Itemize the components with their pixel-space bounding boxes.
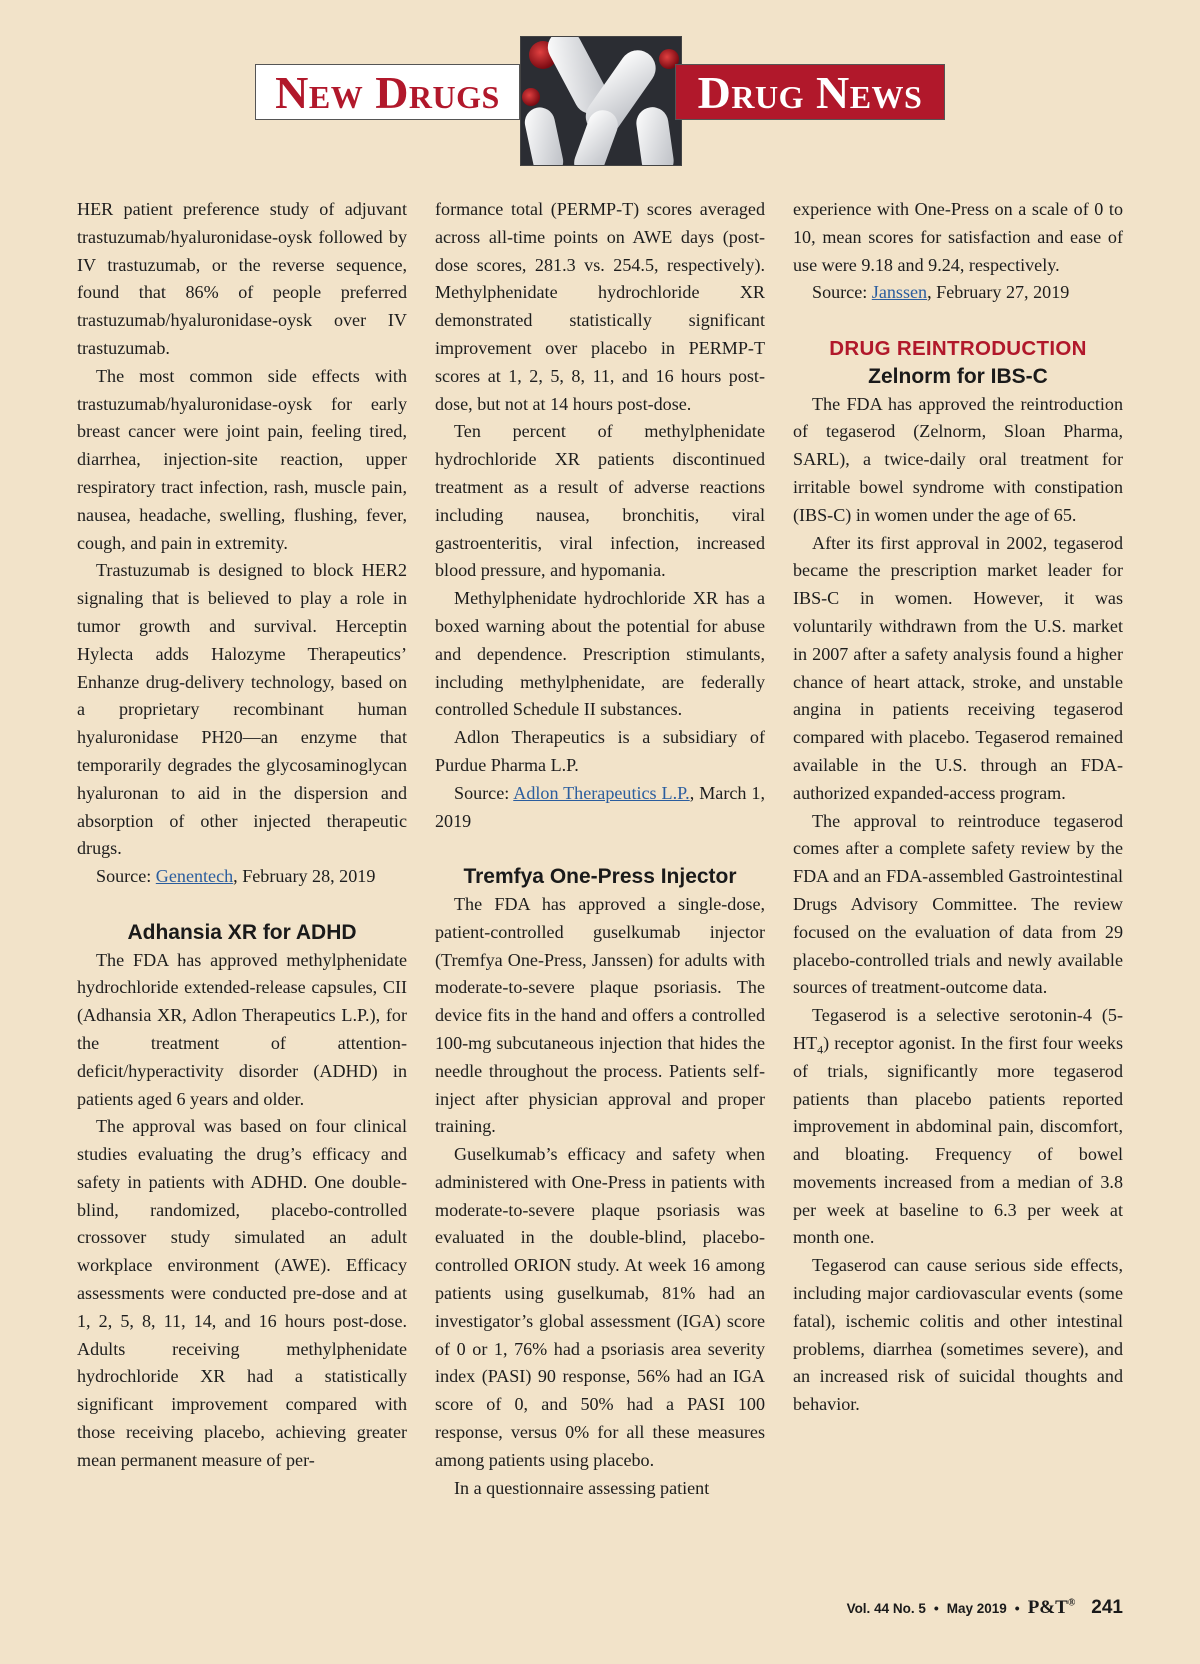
spacer	[435, 835, 765, 863]
paragraph: After its first approval in 2002, tegaserod became the prescription market leader for IBS-C in women. However, it was voluntarily withdrawn from the U.S. market in 2007 after a safety analysis found a higher chance of heart attack, stroke, and unstable angina in patients receiving tegaserod compared with placebo. Tegaserod remained available in the U.S. through an FDA-authorized expanded-access program.	[793, 532, 1123, 803]
paragraph	[793, 1002, 1123, 1252]
source-link-genentech[interactable]: Genentech	[155, 866, 234, 887]
text-run: ) receptor agonist. In the first four weeks of trials, significantly more tegaserod patients than placebo patients reported improvement in abdominal pain, discomfort, and bloating. Frequency of bowel movements increased from a median of 3.8 per week at baseline to 6.3 per week at month one.	[793, 1032, 1123, 1248]
paragraph: Ten percent of methylphenidate hydrochloride XR patients discontinued treatment as a result of adverse reactions including nausea, bronchitis, viral gastroenteritis, viral infection, increased blood pressure, and hypomania.	[435, 421, 765, 581]
separator-dot: •	[1014, 1600, 1020, 1616]
spacer	[77, 891, 407, 919]
volume-issue: Vol. 44 No. 5	[846, 1601, 926, 1616]
source-line	[435, 780, 765, 836]
source-link-janssen[interactable]: Janssen	[871, 282, 928, 303]
heading-adhansia: Adhansia XR for ADHD	[127, 920, 357, 944]
page-number: 241	[1091, 1597, 1123, 1618]
paragraph: experience with One-Press on a scale of 0 to 10, mean scores for satisfaction and ease of use were 9.18 and 9.24, respectively.	[793, 199, 1123, 275]
source-date: , February 27, 2019	[927, 282, 1070, 303]
separator-dot: •	[933, 1600, 939, 1616]
issue-date: May 2019	[946, 1601, 1007, 1616]
source-prefix: Source:	[812, 282, 872, 303]
section-tag-new-drugs: New Drugs	[255, 64, 520, 120]
source-prefix: Source:	[96, 866, 156, 887]
paragraph: Tegaserod can cause serious side effects, including major cardiovascular events (some fatal), ischemic colitis and other intestinal problems, diarrhea (sometimes severe), and an increased risk of suicidal thoughts and behavior.	[793, 1255, 1123, 1415]
section-tag-drug-news: Drug News	[675, 64, 945, 120]
column-2	[435, 196, 765, 1502]
paragraph: The FDA has approved a single-dose, patient-controlled guselkumab injector (Tremfya One-Press, Janssen) for adults with moderate-to-severe plaque psoriasis. The device fits in the hand and offers a controlled 100-mg subcutaneous injection that hides the needle throughout the process. Patients self-inject after physician approval and proper training.	[435, 893, 765, 1137]
pills-photo	[520, 36, 682, 166]
paragraph: formance total (PERMP-T) scores averaged across all-time points on AWE days (post-dose scores, 281.3 vs. 254.5, respectively). Methylphenidate hydrochloride XR demonstrated statistically significant improvement over placebo in PERMP-T scores at 1, 2, 5, 8, 11, and 16 hours post-dose, but not at 14 hours post-dose.	[435, 199, 765, 414]
page-footer	[847, 1597, 1123, 1619]
source-date: , March 1, 2019	[435, 782, 765, 831]
column-3	[793, 196, 1123, 1419]
brand-text: P&T	[1027, 1597, 1068, 1618]
paragraph: Trastuzumab is designed to block HER2 signaling that is believed to play a role in tumor growth and survival. Herceptin Hylecta adds Halozyme Therapeutics’ Enhanze drug-delivery technology, based on a proprietary recombinant human hyaluronidase PH20—an enzyme that temporarily degrades the glycosaminoglycan hyaluronan to aid in the dispersion and absorption of other injected therapeutic drugs.	[77, 560, 407, 859]
registered-mark: ®	[1067, 1597, 1076, 1609]
source-prefix: Source:	[454, 782, 514, 803]
paragraph: The FDA has approved the reintroduction of tegaserod (Zelnorm, Sloan Pharma, SARL), a twice-daily oral treatment for irritable bowel syndrome with constipation (IBS-C) in women under the age of 65.	[793, 393, 1123, 525]
source-line	[77, 863, 407, 891]
paragraph: Adlon Therapeutics is a subsidiary of Purdue Pharma L.P.	[435, 727, 765, 775]
paragraph: Methylphenidate hydrochloride XR has a boxed warning about the potential for abuse and dependence. Prescription stimulants, including methylphenidate, are federally controlled Schedule II substances.	[435, 588, 765, 720]
journal-brand	[1028, 1597, 1076, 1619]
spacer	[793, 307, 1123, 335]
heading-tremfya: Tremfya One-Press Injector	[463, 865, 737, 889]
masthead	[0, 0, 1200, 170]
paragraph: The approval was based on four clinical studies evaluating the drug’s efficacy and safety in patients with ADHD. One double-blind, randomized, placebo-controlled crossover study simulated an adult workplace environment (AWE). Efficacy assessments were conducted pre-dose and at 1, 2, 5, 8, 11, 14, and 16 hours post-dose. Adults receiving methylphenidate hydrochloride XR had a statistically significant improvement compared with those receiving placebo, achieving greater mean permanent measure of per-	[77, 1116, 407, 1470]
kicker-drug-reintroduction: DRUG REINTRODUCTION	[829, 336, 1087, 360]
paragraph: Guselkumab’s efficacy and safety when administered with One-Press in patients with moderate-to-severe plaque psoriasis was evaluated in the double-blind, placebo-controlled ORION study. At week 16 among patients using guselkumab, 81% had an investigator’s global assessment (IGA) score of 0 or 1, 76% had a psoriasis area severity index (PASI) 90 response, 56% had an IGA score of 0, and 50% had a PASI 100 response, versus 0% for all these measures among patients using placebo.	[435, 1144, 765, 1470]
paragraph: The FDA has approved methylphenidate hydrochloride extended-release capsules, CII (Adhansia XR, Adlon Therapeutics L.P.), for the treatment of attention-deficit/hyperactivity disorder (ADHD) in patients aged 6 years and older.	[77, 949, 407, 1109]
paragraph: The most common side effects with trastuzumab/hyaluronidase-oysk for early breast cancer were joint pain, feeling tired, diarrhea, injection-site reaction, upper respiratory tract infection, rash, muscle pain, nausea, headache, swelling, flushing, fever, cough, and pain in extremity.	[77, 365, 407, 553]
paragraph: In a questionnaire assessing patient	[454, 1477, 710, 1498]
heading-zelnorm: Zelnorm for IBS-C	[868, 364, 1048, 388]
source-link-adlon[interactable]: Adlon Therapeutics L.P.	[513, 782, 690, 803]
source-date: , February 28, 2019	[233, 866, 376, 887]
paragraph: HER patient preference study of adjuvant trastuzumab/hyaluronidase-oysk followed by IV trastuzumab, or the reverse sequence, found that 86% of people preferred trastuzumab/hyaluronidase-oysk over IV trastuzumab.	[77, 199, 407, 358]
paragraph: The approval to reintroduce tegaserod comes after a complete safety review by the FDA and an FDA-assembled Gastrointestinal Drugs Advisory Committee. The review focused on the evaluation of data from 29 placebo-controlled trials and newly available sources of treatment-outcome data.	[793, 810, 1123, 998]
source-line	[793, 279, 1123, 307]
text-run: Tegaserod is a selective serotonin-4 (5-HT	[793, 1005, 1123, 1053]
column-1	[77, 196, 407, 1475]
subscript: 4	[817, 1042, 824, 1057]
